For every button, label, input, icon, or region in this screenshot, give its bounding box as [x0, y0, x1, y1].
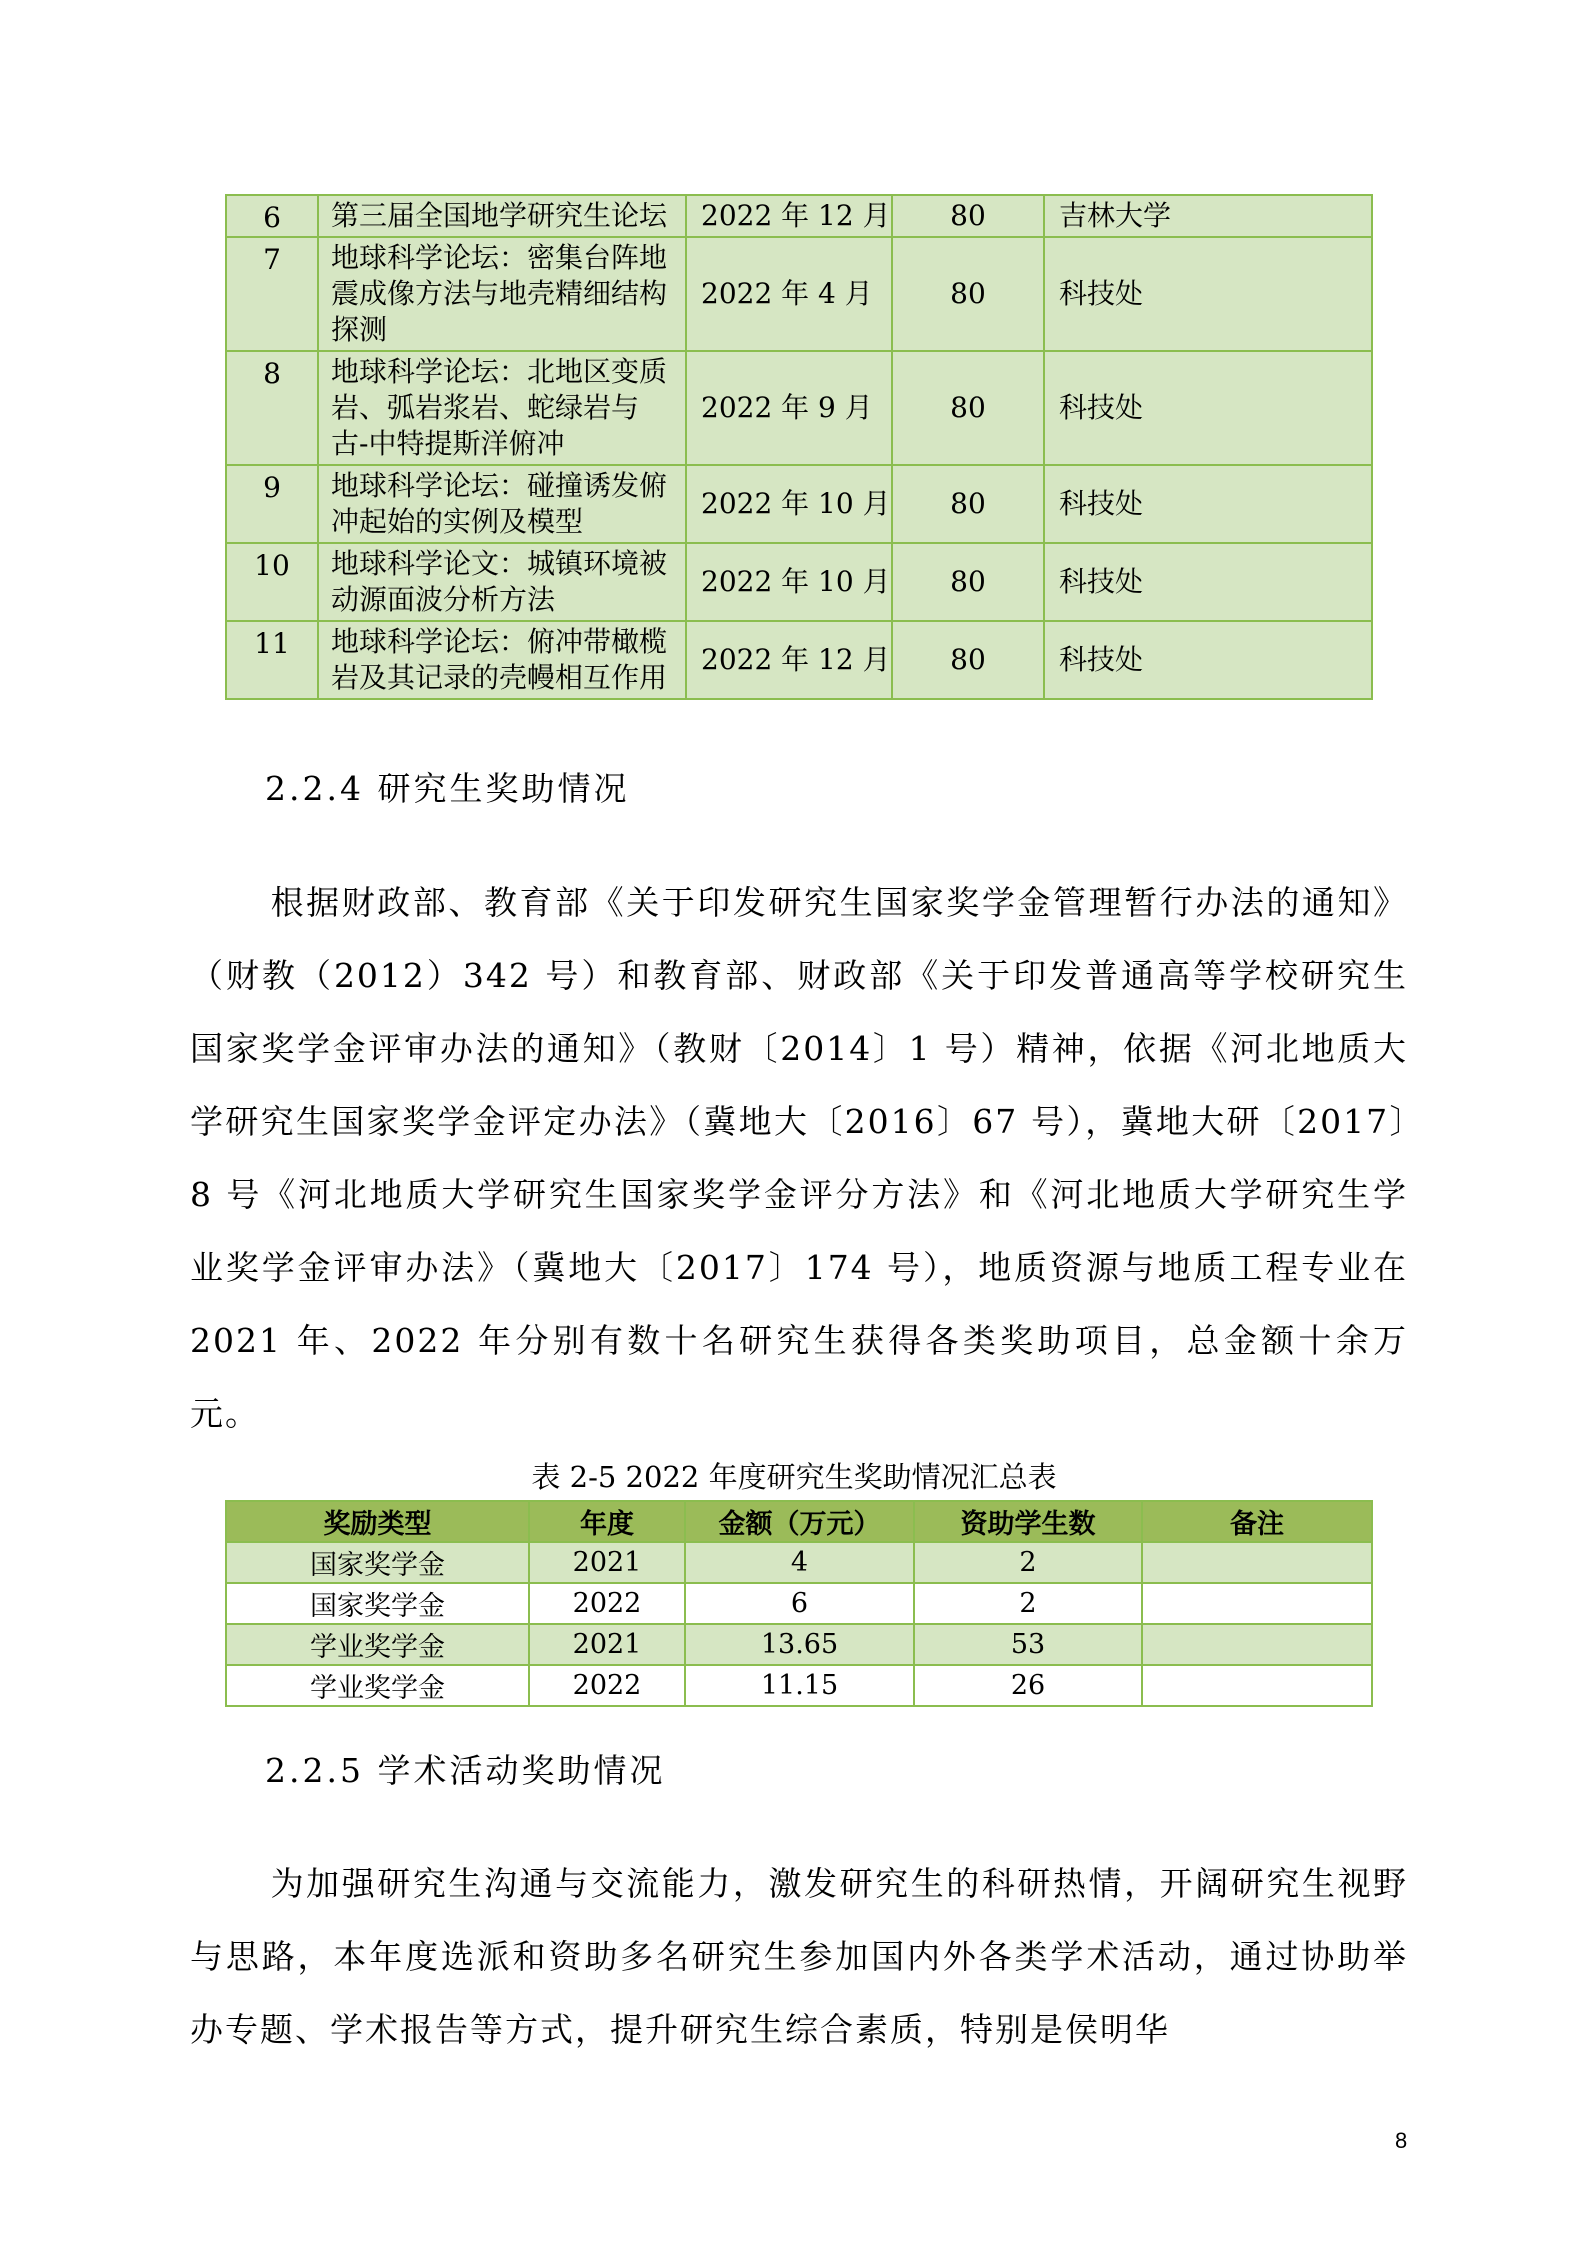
cell-students: 53	[914, 1624, 1142, 1665]
cell-students: 26	[914, 1665, 1142, 1706]
table-row	[226, 351, 1372, 465]
cell-title: 地球科学论坛：密集台阵地震成像方法与地壳精细结构探测	[318, 237, 686, 351]
cell-amount: 6	[685, 1583, 914, 1624]
cell-number: 7	[226, 237, 318, 351]
academic-activity-paragraph	[190, 1847, 1408, 2066]
cell-organizer: 科技处	[1044, 621, 1372, 699]
cell-count: 80	[892, 195, 1044, 237]
cell-date: 2022 年 12 月	[686, 195, 892, 237]
table-header-row	[226, 1501, 1372, 1542]
cell-title: 地球科学论坛：北地区变质岩、弧岩浆岩、蛇绿岩与古-中特提斯洋俯冲	[318, 351, 686, 465]
table-caption: 表 2-5 2022 年度研究生奖助情况汇总表	[531, 1460, 1057, 1494]
cell-organizer: 科技处	[1044, 465, 1372, 543]
cell-count: 80	[892, 237, 1044, 351]
cell-number: 10	[226, 543, 318, 621]
cell-note	[1142, 1583, 1372, 1624]
cell-title: 地球科学论坛：碰撞诱发俯冲起始的实例及模型	[318, 465, 686, 543]
page-number: 8	[1395, 2128, 1408, 2153]
table-row	[226, 543, 1372, 621]
cell-year: 2021	[529, 1624, 685, 1665]
table-row	[226, 465, 1372, 543]
table-row	[226, 1542, 1372, 1583]
table-row	[226, 1665, 1372, 1706]
cell-award-type: 国家奖学金	[226, 1583, 529, 1624]
cell-organizer: 科技处	[1044, 351, 1372, 465]
cell-number: 8	[226, 351, 318, 465]
cell-title: 地球科学论坛：俯冲带橄榄岩及其记录的壳幔相互作用	[318, 621, 686, 699]
header-students: 资助学生数	[914, 1501, 1142, 1542]
cell-award-type: 学业奖学金	[226, 1624, 529, 1665]
cell-organizer: 吉林大学	[1044, 195, 1372, 237]
header-year: 年度	[529, 1501, 685, 1542]
table-row	[226, 621, 1372, 699]
cell-number: 11	[226, 621, 318, 699]
cell-title: 地球科学论文：城镇环境被动源面波分析方法	[318, 543, 686, 621]
header-note: 备注	[1142, 1501, 1372, 1542]
cell-award-type: 学业奖学金	[226, 1665, 529, 1706]
cell-note	[1142, 1542, 1372, 1583]
header-award-type: 奖励类型	[226, 1501, 529, 1542]
cell-note	[1142, 1624, 1372, 1665]
cell-title: 第三届全国地学研究生论坛	[318, 195, 686, 237]
cell-date: 2022 年 10 月	[686, 543, 892, 621]
cell-students: 2	[914, 1583, 1142, 1624]
cell-organizer: 科技处	[1044, 237, 1372, 351]
cell-count: 80	[892, 465, 1044, 543]
scholarship-paragraph-text: 根据财政部、教育部《关于印发研究生国家奖学金管理暂行办法的通知》（财教（2012）342 号）和教育部、财政部《关于印发普通高等学校研究生国家奖学金评审办法的通知》（教财〔2014〕1 号）精神，依据《河北地质大学研究生国家奖学金评定办法》（冀地大〔2016〕67 号），冀地大研〔2017〕8 号《河北地质大学研究生国家奖学金评分方法》和《河北地质大学研究生学业奖学金评审办法》（冀地大〔2017〕174 号），地质资源与地质工程专业在 2021 年、2022 年分别有数十名研究生获得各类奖助项目，总金额十余万元。	[190, 883, 1408, 1433]
table-row	[226, 1624, 1372, 1665]
cell-count: 80	[892, 351, 1044, 465]
cell-count: 80	[892, 543, 1044, 621]
cell-date: 2022 年 12 月	[686, 621, 892, 699]
cell-students: 2	[914, 1542, 1142, 1583]
cell-organizer: 科技处	[1044, 543, 1372, 621]
cell-year: 2022	[529, 1583, 685, 1624]
cell-date: 2022 年 10 月	[686, 465, 892, 543]
table-row	[226, 237, 1372, 351]
section-heading-2-2-4: 2.2.4 研究生奖助情况	[265, 769, 630, 808]
cell-amount: 4	[685, 1542, 914, 1583]
academic-activity-paragraph-text: 为加强研究生沟通与交流能力，激发研究生的科研热情，开阔研究生视野与思路，本年度选派和资助多名研究生参加国内外各类学术活动，通过协助举办专题、学术报告等方式，提升研究生综合素质，特别是侯明华	[190, 1864, 1408, 2049]
table-row	[226, 1583, 1372, 1624]
awards-summary-table	[225, 1500, 1373, 1707]
cell-note	[1142, 1665, 1372, 1706]
cell-amount: 13.65	[685, 1624, 914, 1665]
academic-events-table	[225, 194, 1373, 700]
section-heading-2-2-5: 2.2.5 学术活动奖助情况	[265, 1751, 666, 1790]
scholarship-paragraph	[190, 866, 1408, 1450]
cell-count: 80	[892, 621, 1044, 699]
header-amount: 金额（万元）	[685, 1501, 914, 1542]
cell-date: 2022 年 4 月	[686, 237, 892, 351]
cell-year: 2021	[529, 1542, 685, 1583]
cell-year: 2022	[529, 1665, 685, 1706]
cell-amount: 11.15	[685, 1665, 914, 1706]
cell-date: 2022 年 9 月	[686, 351, 892, 465]
cell-number: 6	[226, 195, 318, 237]
table-row	[226, 195, 1372, 237]
cell-number: 9	[226, 465, 318, 543]
cell-award-type: 国家奖学金	[226, 1542, 529, 1583]
